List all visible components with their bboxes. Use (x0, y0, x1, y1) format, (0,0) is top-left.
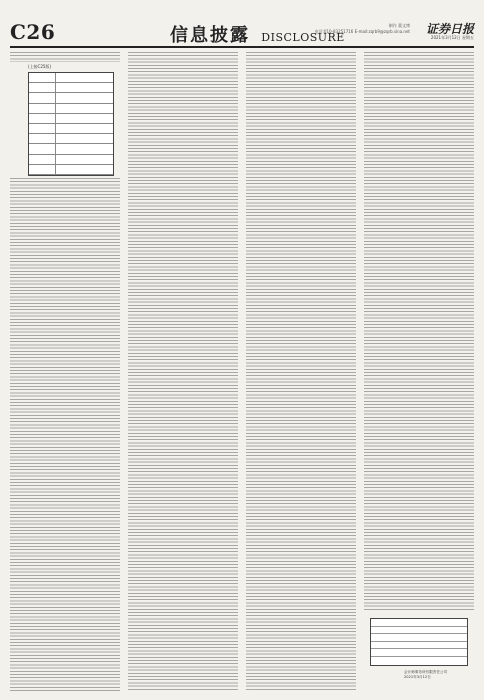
footnote-date: 2021年3月12日 (404, 674, 431, 679)
table-row (29, 114, 113, 124)
table-row (29, 73, 113, 83)
table-row (29, 124, 113, 134)
article-columns (10, 52, 474, 692)
text-block (128, 52, 238, 692)
table-row (371, 657, 467, 664)
footnote (404, 670, 474, 679)
newspaper-logo: 证券日报 (425, 22, 474, 36)
contact-line: 电话:010-83251716 E-mail:zqrb9@zqrb.sina.net (314, 28, 410, 34)
masthead (10, 20, 474, 48)
page-number: C26 (10, 20, 56, 44)
column-2 (128, 52, 238, 692)
text-block (364, 52, 474, 612)
table-row (29, 93, 113, 103)
column-3 (246, 52, 356, 692)
table-divider (55, 73, 56, 175)
text-block (10, 178, 120, 692)
table-row (29, 134, 113, 144)
column-1 (10, 52, 120, 692)
footnote-line: 会计师事务所有限责任公司 (404, 670, 448, 674)
editor-line: 制作 董文博 (388, 23, 410, 28)
table-row (371, 619, 467, 627)
text-block (246, 52, 356, 692)
table-row (371, 642, 467, 650)
table-row (371, 649, 467, 657)
continued-label: (上接C25版) (28, 64, 52, 69)
masthead-meta (290, 23, 410, 34)
section-title-en: DISCLOSURE (261, 31, 345, 44)
table-row (29, 165, 113, 175)
table-row (29, 144, 113, 154)
table-row (371, 627, 467, 635)
text-block (10, 52, 120, 62)
signature-table (370, 618, 468, 666)
table-row (29, 83, 113, 93)
issue-date: 2021年3月12日 星期五 (430, 35, 474, 40)
table-row (29, 104, 113, 114)
column-4 (364, 52, 474, 692)
table-row (371, 634, 467, 642)
table-row (29, 155, 113, 165)
section-title-cn: 信息披露 (170, 25, 250, 46)
data-table (28, 72, 114, 176)
